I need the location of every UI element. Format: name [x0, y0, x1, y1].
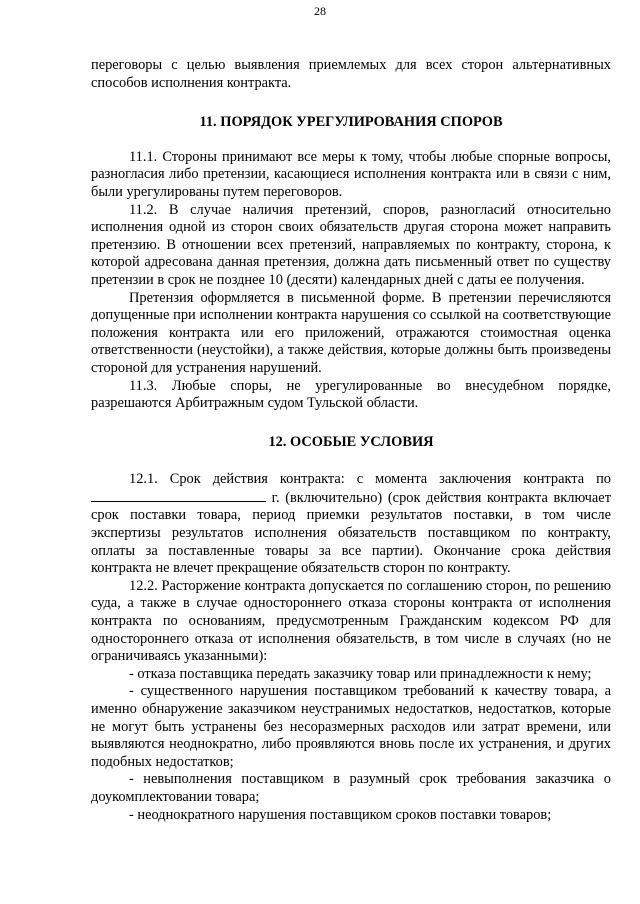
document-body: [91, 57, 611, 824]
page-number: 28: [314, 4, 326, 18]
paragraph-12-1: [91, 471, 611, 578]
list-item: - существенного нарушения поставщиком требований к качеству товара, а именно обнаружение заказчиком неустранимых недостатков, недостатков, которые не могут быть устранены без несоразмерных расходов или затрат времени, или выявляются неоднократно, либо проявляются вновь после их устранения, и других подобных недостатков;: [91, 683, 611, 770]
list-item: - неоднократного нарушения поставщиком сроков поставки товаров;: [129, 806, 552, 823]
paragraph-11-1: 11.1. Стороны принимают все меры к тому, чтобы любые спорные вопросы, разногласия либо претензии, касающиеся исполнения контракта или в связи с ним, были урегулированы путем переговоров.: [91, 148, 611, 200]
list-item: - отказа поставщика передать заказчику товар или принадлежности к нему;: [129, 665, 592, 682]
paragraph-12-1-end: г. (включительно) (срок действия контракта включает срок поставки товара, период приемки результатов поставки, в том числе экспертизы результатов исполнения обязательств поставщиком по контракту, оплаты за поставленные товары за все партии). Окончание срока действия контракта не влечет прекращение обязательств сторон по контракту.: [91, 489, 611, 577]
section-11-heading: 11. ПОРЯДОК УРЕГУЛИРОВАНИЯ СПОРОВ: [199, 114, 503, 131]
paragraph-11-2: 11.2. В случае наличия претензий, споров, разногласий относительно исполнения одной из сторон своих обязательств другая сторона может направить претензию. В отношении всех претензий, направляемых по контракту, сторона, к которой адресована данная претензия, должна дать письменный ответ по существу претензии в срок не позднее 10 (десяти) календарных дней с даты ее получения.: [91, 201, 611, 288]
paragraph-11-3: 11.3. Любые споры, не урегулированные во внесудебном порядке, разрешаются Арбитражным судом Тульской области.: [91, 377, 611, 412]
paragraph-12-1-start: 12.1. Срок действия контракта: с момента заключения контракта по: [129, 471, 611, 488]
paragraph-12-2: 12.2. Расторжение контракта допускается по соглашению сторон, по решению суда, а также в случае одностороннего отказа стороны контракта от исполнения контракта по основаниям, предусмотренным Гражданским кодексом РФ для одностороннего отказа от исполнения обязательств, в том числе в случаях (но не ограничиваясь указанными):: [91, 577, 611, 665]
intro-paragraph: переговоры с целью выявления приемлемых для всех сторон альтернативных способов исполнения контракта.: [91, 57, 611, 91]
section-12-heading: 12. ОСОБЫЕ УСЛОВИЯ: [268, 433, 434, 450]
date-blank-line: [91, 489, 266, 502]
paragraph-claim-form: Претензия оформляется в письменной форме. В претензии перечисляются допущенные при исполнении контракта нарушения со ссылкой на соответствующие положения контракта или его приложений, отражаются стоимостная оценка ответственности (неустойки), а также действия, которые должны быть произведены стороной для устранения нарушений.: [91, 289, 611, 376]
list-item: - невыполнения поставщиком в разумный срок требования заказчика о доукомплектовании товара;: [91, 771, 611, 805]
